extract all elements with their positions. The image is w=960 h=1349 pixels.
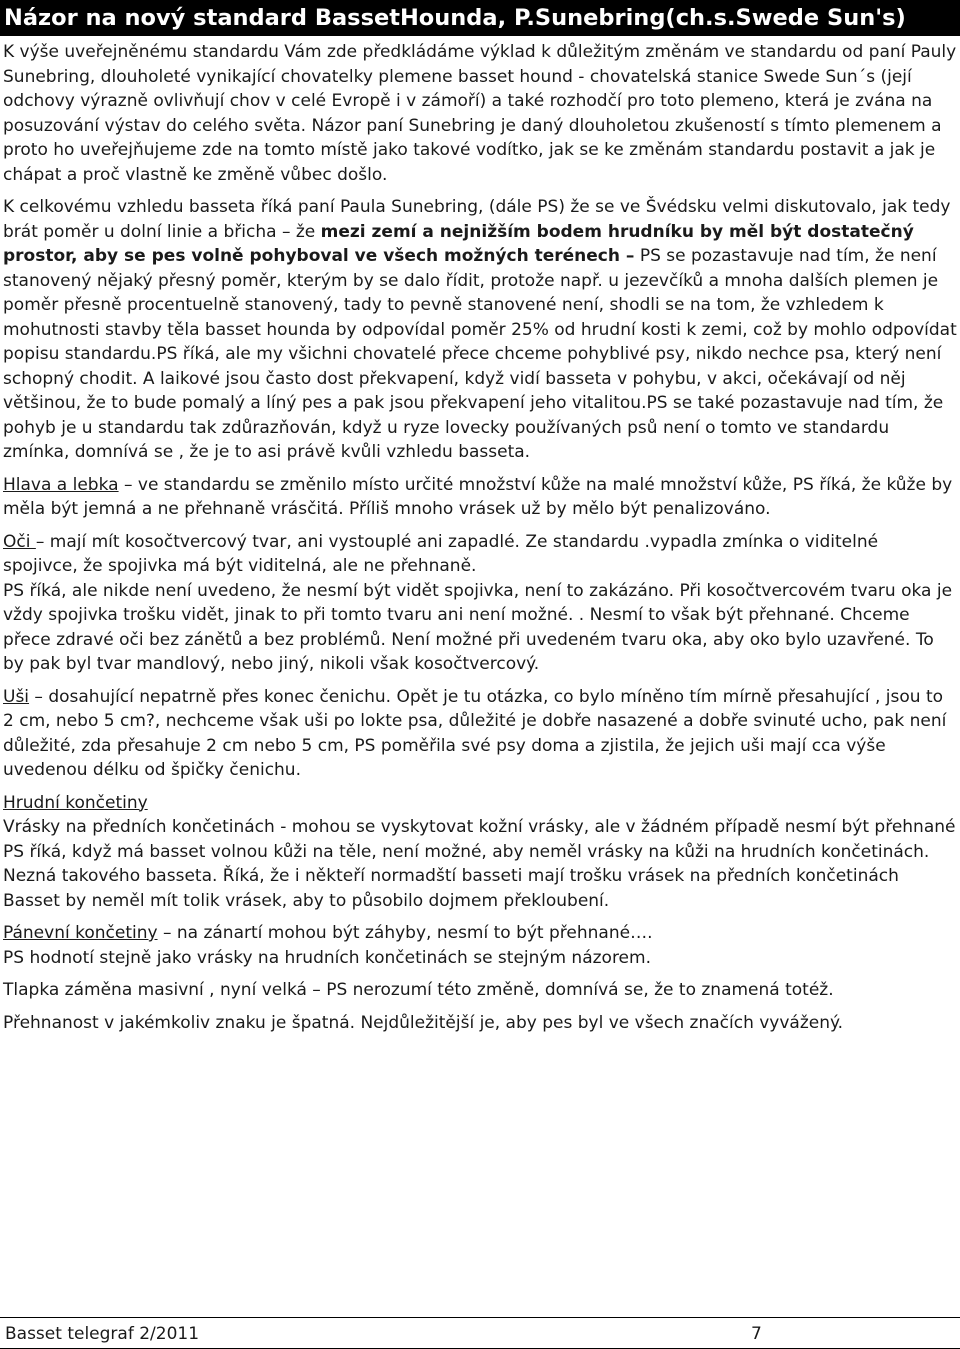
ears-paragraph	[3, 685, 957, 783]
hindlimbs-paragraph	[3, 921, 957, 946]
overall-appearance-paragraph	[3, 195, 957, 465]
hindlimbs-comment: PS hodnotí stejně jako vrásky na hrudních končetinách se stejným názorem.	[3, 947, 651, 968]
forelimbs-text: Vrásky na předních končetinách - mohou se vyskytovat kožní vrásky, ale v žádném případě nesmí být přehnané	[3, 817, 956, 837]
head-paragraph	[3, 473, 957, 522]
overall-emphasis: mezi zemí a nejnižším bodem hrudníku by měl být dostatečný prostor, aby se pes volně pohyboval ve všech možných terénech –	[3, 221, 914, 266]
overall-text-before: K celkovému vzhledu basseta říká paní Paula Sunebring, (dále PS) že se ve Švédsku velmi diskutovalo, jak tedy brát poměr u dolní linie a břicha – že	[3, 197, 951, 242]
forelimbs-heading-line	[3, 791, 957, 816]
page-footer	[0, 1317, 960, 1349]
publication-name: Basset telegraf 2/2011	[5, 1324, 200, 1344]
page-number: 7	[751, 1324, 762, 1344]
ears-heading: Uši	[3, 686, 30, 707]
ears-text: – dosahující nepatrně přes konec čenichu. Opět je tu otázka, co bylo míněno tím mírně přesahující , jsou to 2 cm, nebo 5 cm?, nechceme však uši po lokte psa, důležité je dobře nasazené a dobře svinuté ucho, pak není důležité, zda přesahuje 2 cm nebo 5 cm, PS poměřila své psy doma a zjistila, že jejich uši mají cca výše uvedenou délku od špičky čenichu.	[3, 686, 947, 780]
eyes-heading: Oči	[3, 531, 36, 552]
intro-paragraph: K výše uveřejněnému standardu Vám zde předkládáme výklad k důležitým změnám ve standardu od paní Pauly Sunebring, dlouholeté vynikající chovatelky plemene basset hound - chovatelská stanice Swede Sun´s (její odchovy výrazně ovlivňují chov v celé Evropě i v zámoří) a také rozhodčí pro toto plemeno, která je zvána na posuzování výstav do celého světa. Názor paní Sunebring je daný dlouholetou zkušeností s tímto plemenem a proto ho uveřejňujeme zde na tomto místě jako takové vodítko, jak se ke změnám standardu postavit a jak je chápat a proč vlastně ke změně vůbec došlo.	[3, 42, 957, 185]
forelimbs-comment: PS říká, když má basset volnou kůži na těle, není možné, aby neměl vrásky na kůži na hrudních končetinách. Nezná takového basseta. Říká, že i někteří normadští basseti mají trošku vrásek na předních končetinách Basset by neměl mít tolik vrásek, aby to působilo dojmem překloubení.	[3, 841, 930, 911]
hindlimbs-text: – na zánartí mohou být záhyby, nesmí to být přehnané….	[157, 923, 653, 943]
overall-text-after: PS se pozastavuje nad tím, že není stanovený nějaký přesný poměr, kterým by se dalo řídit, protože např. u jezevčíků a mnoha dalších plemen je poměr přesně procentuelně stanovený, tady to pevně stanovené není, shodli se na tom, že vzhledem k mohutnosti stavby těla basset hounda by odpovídal poměr 25% od hrudní kosti k zemi, což by mohlo odpovídat popisu standardu.PS říká, ale my všichni chovatelé přece chceme pohyblivé psy, nikdo nechce psa, který není schopný chodit. A laikové jsou často dost překvapení, když vidí basseta v pohybu, v akci, očekávají od něj většinou, že to bude pomalý a líný pes a pak jsou překvapení jeho vitalitou.PS se také pozastavuje nad tím, že pohyb je u standardu tak zdůrazňován, když u ryze lovecky používaných psů není o tomto ve standardu zmínka, domnívá se , že je to asi právě kvůli vzhledu basseta.	[3, 246, 957, 462]
eyes-comment: PS říká, ale nikde není uvedeno, že nesmí být vidět spojivka, není to zakázáno. Při kosočtvercovém tvaru oka je vždy spojivka trošku vidět, jinak to při tomto tvaru ani není možné. . Nesmí to však být přehnané. Chceme přece zdravé oči bez zánětů a bez problémů. Není možné při uvedeném tvaru oka, aby oko bylo uzavřené. To by pak byl tvar mandlový, nebo jiný, nikoli však kosočtvercový.	[3, 580, 953, 674]
eyes-text: – mají mít kosočtvercový tvar, ani vystouplé ani zapadlé. Ze standardu .vypadla zmínka o viditelné spojivce, že spojivka má být viditelná, ale ne přehnaně.	[3, 531, 879, 576]
eyes-paragraph	[3, 530, 957, 579]
hindlimbs-heading: Pánevní končetiny	[3, 923, 158, 943]
article-body	[3, 40, 957, 1043]
forelimbs-heading: Hrudní končetiny	[3, 792, 148, 813]
feet-paragraph: Tlapka záměna masivní , nyní velká – PS nerozumí této změně, domnívá se, že to znamená totéž.	[3, 980, 834, 1000]
fault-paragraph: Přehnanost v jakémkoliv znaku je špatná. Nejdůležitější je, aby pes byl ve všech značích vyvážený.	[3, 1012, 844, 1033]
article-title: Názor na nový standard BassetHounda, P.Sunebring(ch.s.Swede Sun's)	[0, 0, 960, 36]
head-heading: Hlava a lebka	[3, 474, 119, 495]
head-text: – ve standardu se změnilo místo určité množství kůže na malé množství kůže, PS říká, že kůže by měla být jemná a ne přehnaně vrásčitá. Příliš mnoho vrásek už by mělo být penalizováno.	[3, 474, 953, 519]
